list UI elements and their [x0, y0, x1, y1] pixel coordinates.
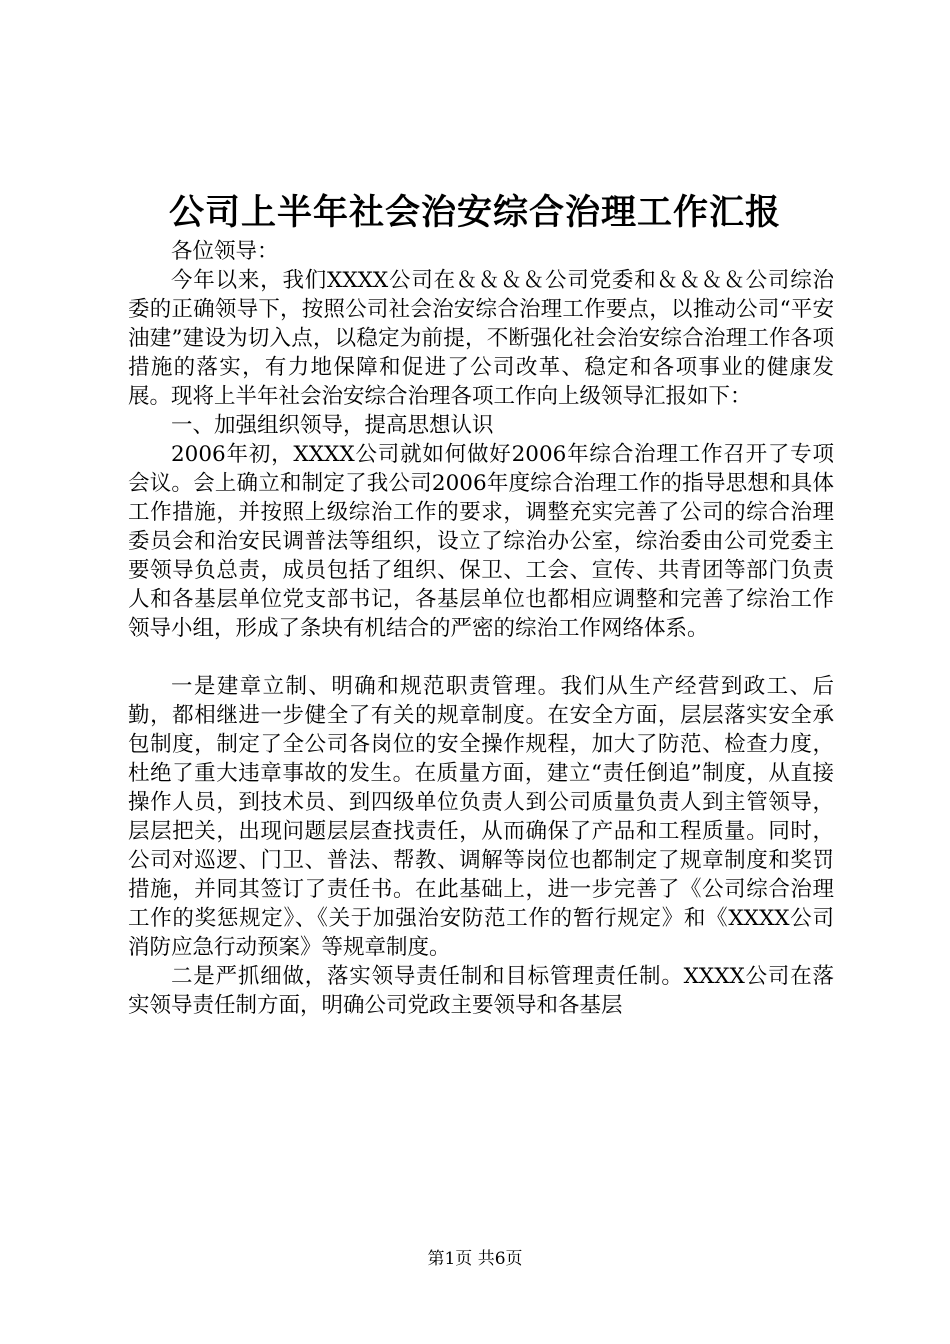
intro-paragraph: 今年以来，我们XXXX公司在＆＆＆＆公司党委和＆＆＆＆公司综治委的正确领导下，按照公司社会治安综合治理工作要点，以推动公司“平安油建”建设为切入点，以稳定为前提，不断强化社会治安综合治理工作各项措施的落实，有力地保障和促进了公司改革、稳定和各项事业的健康发展。现将上半年社会治安综合治理各项工作向上级领导汇报如下： — [128, 268, 834, 409]
salutation: 各位领导： — [171, 239, 279, 264]
body-paragraph: 二是严抓细做，落实领导责任制和目标管理责任制。XXXX公司在落实领导责任制方面，明确公司党政主要领导和各基层 — [128, 964, 834, 1018]
section-heading: 一、加强组织领导，提高思想认识 — [171, 413, 494, 438]
page-number: 第1页 共6页 — [427, 1249, 523, 1269]
document-body — [128, 237, 834, 1020]
body-paragraph: 2006年初，XXXX公司就如何做好2006年综合治理工作召开了专项会议。会上确立和制定了我公司2006年度综合治理工作的指导思想和具体工作措施，并按照上级综治工作的要求，调整充实完善了公司的综合治理委员会和治安民调普法等组织，设立了综治办公室，综治委由公司党委主要领导负总责，成员包括了组织、保卫、工会、宣传、共青团等部门负责人和各基层单位党支部书记，各基层单位也都相应调整和完善了综治工作领导小组，形成了条块有机结合的严密的综治工作网络体系。 — [128, 442, 834, 641]
document-title: 公司上半年社会治安综合治理工作汇报 — [168, 193, 781, 233]
body-paragraph: 一是建章立制、明确和规范职责管理。我们从生产经营到政工、后勤，都相继进一步健全了有关的规章制度。在安全方面，层层落实安全承包制度，制定了全公司各岗位的安全操作规程，加大了防范、检查力度，杜绝了重大违章事故的发生。在质量方面，建立“责任倒追”制度，从直接操作人员，到技术员、到四级单位负责人到公司质量负责人到主管领导，层层把关，出现问题层层查找责任，从而确保了产品和工程质量。同时，公司对巡逻、门卫、普法、帮教、调解等岗位也都制定了规章制度和奖罚措施，并同其签订了责任书。在此基础上，进一步完善了《公司综合治理工作的奖惩规定》、《关于加强治安防范工作的暂行规定》和《XXXX公司消防应急行动预案》等规章制度。 — [128, 674, 834, 960]
